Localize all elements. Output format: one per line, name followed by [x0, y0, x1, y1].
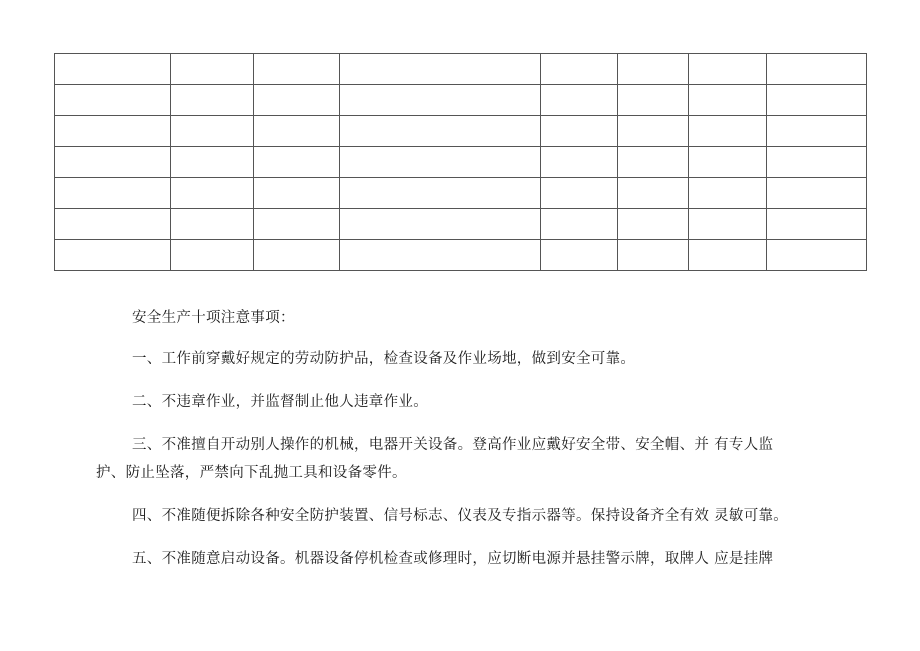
table-cell [767, 240, 867, 271]
table-cell [171, 178, 254, 209]
table-cell [541, 178, 618, 209]
table-row [55, 85, 867, 116]
table-cell [55, 178, 171, 209]
table-row [55, 178, 867, 209]
table-cell [618, 178, 689, 209]
table-cell [689, 116, 767, 147]
table-cell [340, 178, 541, 209]
table-cell [618, 147, 689, 178]
table-cell [55, 147, 171, 178]
blank-form-table [54, 53, 867, 271]
table-row [55, 240, 867, 271]
table-cell [254, 147, 340, 178]
table-row [55, 209, 867, 240]
table-cell [55, 85, 171, 116]
table-cell [541, 54, 618, 85]
table-cell [618, 54, 689, 85]
table-cell [618, 209, 689, 240]
table-row [55, 54, 867, 85]
table-cell [171, 240, 254, 271]
table-cell [689, 54, 767, 85]
table-cell [171, 116, 254, 147]
table-cell [254, 116, 340, 147]
table-cell [618, 85, 689, 116]
table-row [55, 116, 867, 147]
table-cell [767, 116, 867, 147]
table-cell [55, 116, 171, 147]
note-item-2: 二、不违章作业，并监督制止他人违章作业。 [132, 394, 428, 410]
table-cell [254, 209, 340, 240]
table-cell [340, 116, 541, 147]
table-cell [689, 240, 767, 271]
table-cell [767, 85, 867, 116]
table-cell [55, 54, 171, 85]
table-cell [340, 209, 541, 240]
notes-heading: 安全生产十项注意事项： [132, 310, 295, 326]
table-cell [171, 147, 254, 178]
table-cell [689, 85, 767, 116]
table-cell [55, 240, 171, 271]
note-item-1: 一、工作前穿戴好规定的劳动防护品，检查设备及作业场地，做到安全可靠。 [132, 351, 636, 367]
table-cell [541, 147, 618, 178]
table-cell [689, 178, 767, 209]
table-cell [541, 116, 618, 147]
table-cell [618, 240, 689, 271]
table-cell [767, 178, 867, 209]
table-cell [171, 54, 254, 85]
table-cell [171, 85, 254, 116]
table-cell [171, 209, 254, 240]
table-cell [689, 209, 767, 240]
table-row [55, 147, 867, 178]
note-item-4: 四、不准随便拆除各种安全防护装置、信号标志、仪表及专指示器等。保持设备齐全有效 灵敏可靠。 [132, 508, 789, 524]
note-item-3-continued: 护、防止坠落，严禁向下乱抛工具和设备零件。 [96, 465, 407, 481]
table-cell [541, 209, 618, 240]
note-item-3: 三、不准擅自开动别人操作的机械，电器开关设备。登高作业应戴好安全带、安全帽、并 有专人监 [132, 437, 774, 453]
table-cell [340, 240, 541, 271]
table-cell [767, 147, 867, 178]
table-cell [55, 209, 171, 240]
table-cell [767, 54, 867, 85]
table-cell [689, 147, 767, 178]
table-cell [541, 85, 618, 116]
table-cell [254, 54, 340, 85]
table-cell [767, 209, 867, 240]
table-cell [340, 85, 541, 116]
table-cell [541, 240, 618, 271]
table-cell [254, 85, 340, 116]
note-item-5: 五、不准随意启动设备。机器设备停机检查或修理时，应切断电源并悬挂警示牌，取牌人 应是挂牌 [132, 551, 774, 567]
table-cell [340, 147, 541, 178]
table-cell [254, 178, 340, 209]
table-cell [340, 54, 541, 85]
table-cell [254, 240, 340, 271]
table-cell [618, 116, 689, 147]
